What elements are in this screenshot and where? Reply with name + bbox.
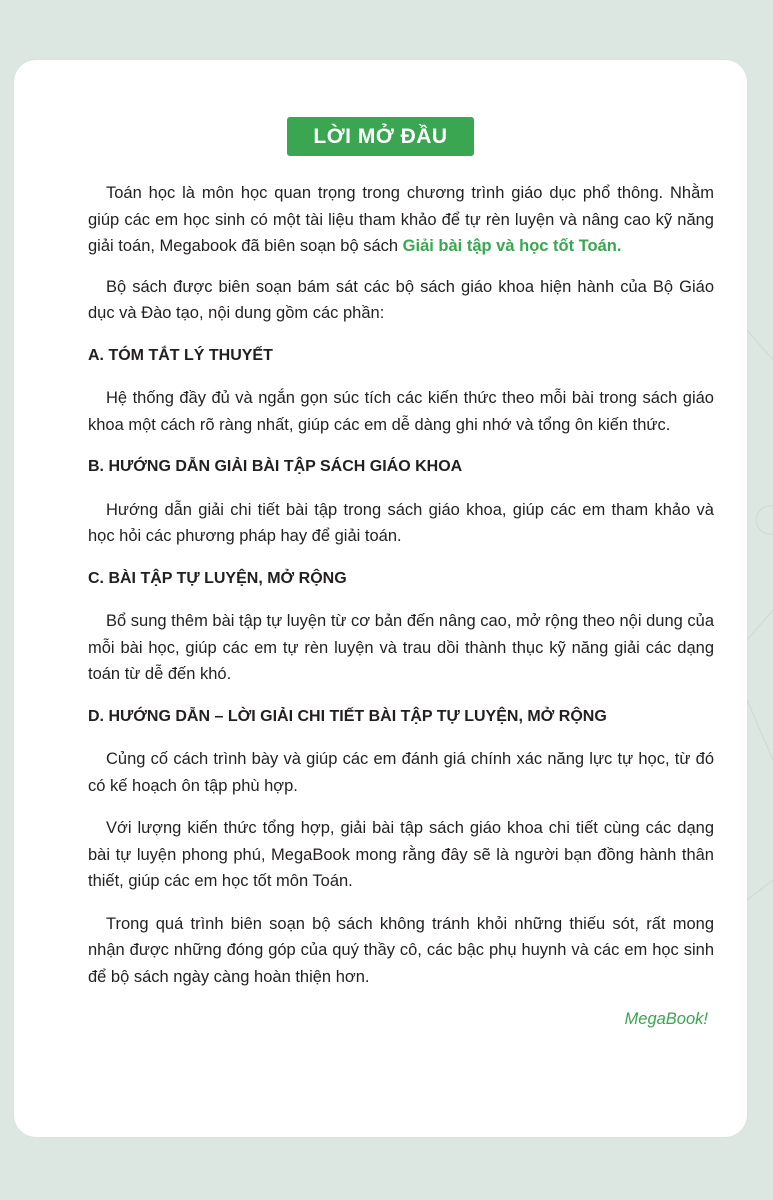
page-card (14, 60, 747, 1137)
intro-paragraph (88, 180, 714, 260)
section-b-heading: B. HƯỚNG DẪN GIẢI BÀI TẬP SÁCH GIÁO KHOA (88, 458, 463, 475)
section-c-heading: C. BÀI TẬP TỰ LUYỆN, MỞ RỘNG (88, 569, 347, 587)
section-a-heading: A. TÓM TẮT LÝ THUYẾT (88, 346, 273, 364)
content (88, 180, 714, 1033)
section-d-heading: D. HƯỚNG DẪN – LỜI GIẢI CHI TIẾT BÀI TẬP TỰ LUYỆN, MỞ RỘNG (88, 707, 607, 725)
book-series-name: Giải bài tập và học tốt Toán. (402, 237, 622, 255)
closing-paragraph-2: Trong quá trình biên soạn bộ sách không tránh khỏi những thiếu sót, rất mong nhận được những đóng góp của quý thầy cô, các bậc phụ huynh và các em học sinh để bộ sách ngày càng hoàn thiện hơn. (88, 914, 714, 986)
page-title: LỜI MỞ ĐẦU (287, 117, 473, 156)
title-wrap (14, 117, 747, 156)
closing-paragraph-1: Với lượng kiến thức tổng hợp, giải bài tập sách giáo khoa chi tiết cùng các dạng bài tự luyện phong phú, MegaBook mong rằng đây sẽ là người bạn đồng hành thân thiết, giúp các em học tốt môn Toán. (88, 819, 714, 890)
section-a-body: Hệ thống đầy đủ và ngắn gọn súc tích các kiến thức theo mỗi bài trong sách giáo khoa một cách rõ ràng nhất, giúp các em dễ dàng ghi nhớ và tổng ôn kiến thức. (88, 389, 714, 434)
overview-paragraph: Bộ sách được biên soạn bám sát các bộ sách giáo khoa hiện hành của Bộ Giáo dục và Đào tạo, nội dung gồm các phần: (88, 277, 714, 322)
section-d-body: Củng cố cách trình bày và giúp các em đánh giá chính xác năng lực tự học, từ đó có kế hoạch ôn tập phù hợp. (88, 750, 714, 795)
section-c-body: Bổ sung thêm bài tập tự luyện từ cơ bản đến nâng cao, mở rộng theo nội dung của mỗi bài học, giúp các em tự rèn luyện và trau dồi thành thục kỹ năng giải các dạng toán từ dễ đến khó. (88, 612, 714, 683)
intro-text: Toán học là môn học quan trọng trong chương trình giáo dục phổ thông. Nhằm giúp các em học sinh có một tài liệu tham khảo để tự rèn luyện và nâng cao kỹ năng giải toán, Megabook đã biên soạn bộ sách (88, 184, 714, 255)
section-b-body: Hướng dẫn giải chi tiết bài tập trong sách giáo khoa, giúp các em tham khảo và học hỏi các phương pháp hay để giải toán. (88, 500, 714, 545)
signature: MegaBook! (624, 1010, 708, 1028)
